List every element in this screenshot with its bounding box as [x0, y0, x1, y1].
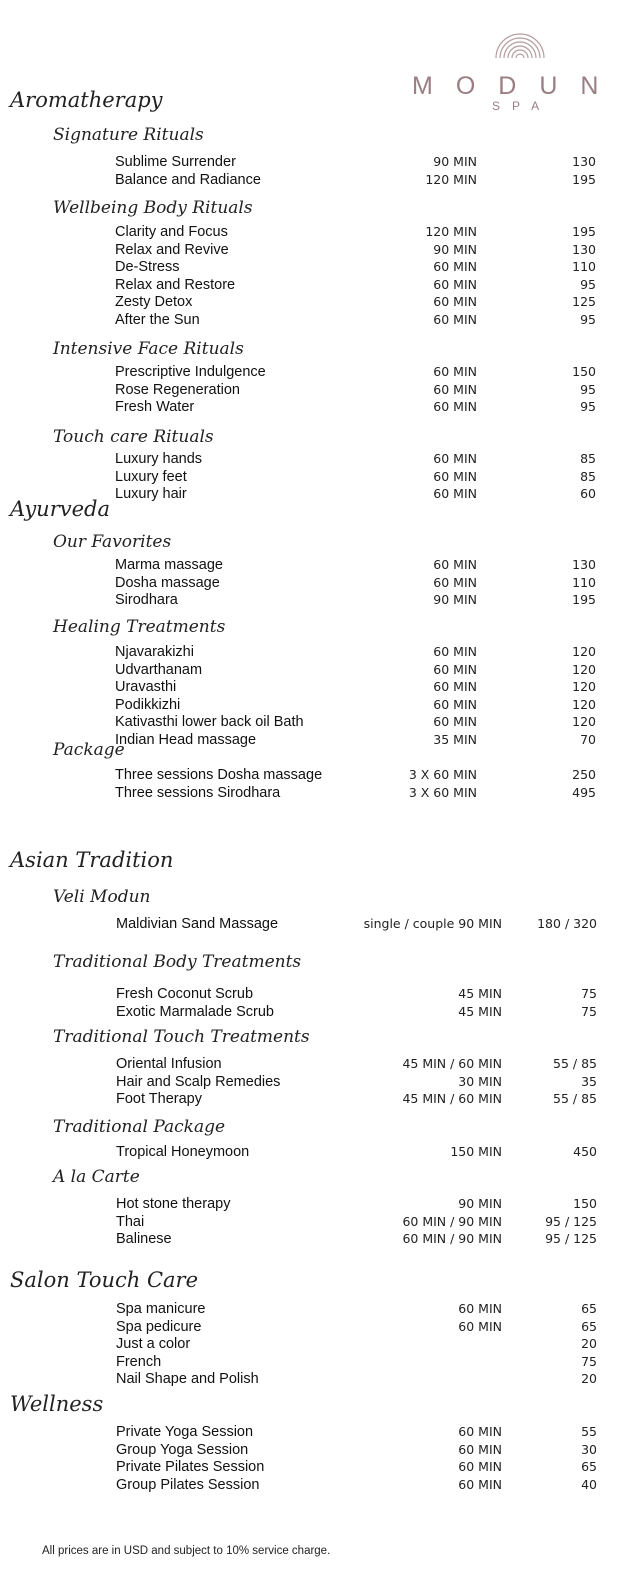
- treatment-duration: 60 MIN: [433, 381, 477, 397]
- treatment-name: Hair and Scalp Remedies: [116, 1073, 281, 1090]
- treatment-row: [0, 1424, 640, 1442]
- treatment-name: Podikkizhi: [115, 696, 181, 713]
- treatment-duration: 60 MIN: [433, 364, 477, 379]
- footer-note: All prices are in USD and subject to 10% service charge.: [42, 1545, 331, 1557]
- treatment-name: Maldivian Sand Massage: [116, 916, 279, 932]
- treatment-row: [0, 575, 640, 593]
- treatment-duration: 60 MIN / 90 MIN: [402, 1231, 502, 1246]
- treatment-price: 450: [573, 1144, 597, 1159]
- treatment-duration: 60 MIN: [433, 644, 477, 659]
- treatment-name: Udvarthanam: [115, 661, 203, 678]
- treatment-duration: 90 MIN: [458, 1196, 502, 1211]
- treatment-name: Uravasthi: [115, 679, 177, 695]
- treatment-name: Three sessions Dosha massage: [115, 767, 323, 783]
- treatment-name: Dosha massage: [115, 574, 220, 591]
- treatment-duration: 35 MIN: [433, 731, 477, 747]
- treatment-price: 75: [581, 1353, 597, 1369]
- treatment-price: 195: [572, 224, 596, 239]
- treatment-price: 195: [572, 592, 596, 607]
- treatment-price: 180 / 320: [537, 916, 597, 931]
- treatment-name: Clarity and Focus: [115, 224, 228, 240]
- treatment-row: [0, 916, 640, 934]
- treatment-duration: 60 MIN: [433, 714, 477, 729]
- treatment-duration: 90 MIN: [433, 241, 477, 257]
- treatment-name: Relax and Restore: [115, 276, 236, 293]
- treatment-row: [0, 1056, 640, 1074]
- treatment-name: Tropical Honeymoon: [116, 1144, 250, 1160]
- treatment-price: 110: [572, 259, 596, 274]
- treatment-price: 250: [572, 767, 596, 782]
- treatment-row: [0, 679, 640, 697]
- treatment-row: [0, 1231, 640, 1249]
- treatment-row: [0, 1319, 640, 1337]
- treatment-duration: 60 MIN: [458, 1476, 502, 1492]
- treatment-duration: 3 X 60 MIN: [408, 767, 477, 782]
- treatment-row: [0, 1214, 640, 1232]
- treatment-price: 95: [580, 399, 596, 414]
- section-title: Aromatherapy: [10, 88, 163, 112]
- treatment-name: Rose Regeneration: [115, 381, 240, 398]
- treatment-price: 95: [580, 276, 596, 292]
- treatment-row: [0, 382, 640, 400]
- modun-spa-logo: [412, 20, 627, 115]
- treatment-row: [0, 1301, 640, 1319]
- treatment-duration: 60 MIN: [433, 486, 477, 501]
- section-title: Wellness: [10, 1392, 104, 1416]
- treatment-row: [0, 294, 640, 312]
- treatment-duration: 60 MIN: [458, 1424, 502, 1439]
- logo-wordmark: MODUN: [412, 72, 622, 100]
- treatment-price: 120: [572, 714, 596, 729]
- treatment-row: [0, 592, 640, 610]
- treatment-name: Thai: [116, 1213, 145, 1230]
- treatment-name: Relax and Revive: [115, 241, 229, 258]
- treatment-duration: 90 MIN: [433, 592, 477, 607]
- section-title: Asian Tradition: [10, 848, 174, 872]
- treatment-name: Fresh Coconut Scrub: [116, 986, 254, 1002]
- treatment-name: Oriental Infusion: [116, 1056, 222, 1072]
- treatment-duration: 60 MIN: [458, 1318, 502, 1334]
- treatment-price: 85: [580, 468, 596, 484]
- treatment-price: 95: [580, 381, 596, 397]
- treatment-row: [0, 1354, 640, 1372]
- treatment-price: 120: [572, 644, 596, 659]
- treatment-duration: 60 MIN: [433, 294, 477, 309]
- treatment-row: [0, 451, 640, 469]
- treatment-name: De-Stress: [115, 259, 180, 275]
- treatment-duration: 120 MIN: [425, 224, 477, 239]
- treatment-name: Luxury hair: [115, 486, 187, 502]
- treatment-row: [0, 154, 640, 172]
- treatment-name: Spa manicure: [116, 1301, 206, 1317]
- treatment-duration: 60 MIN: [433, 696, 477, 712]
- treatment-duration: 150 MIN: [450, 1144, 502, 1159]
- treatment-duration: 60 MIN: [433, 574, 477, 590]
- treatment-name: Balinese: [116, 1231, 172, 1247]
- treatment-price: 65: [581, 1459, 597, 1474]
- treatment-name: Zesty Detox: [115, 294, 193, 310]
- treatment-price: 70: [580, 731, 596, 747]
- treatment-duration: 60 MIN: [433, 451, 477, 466]
- treatment-row: [0, 714, 640, 732]
- treatment-name: Group Pilates Session: [116, 1476, 260, 1493]
- treatment-duration: 60 MIN: [433, 557, 477, 572]
- treatment-row: [0, 259, 640, 277]
- treatment-price: 20: [581, 1336, 597, 1351]
- treatment-row: [0, 242, 640, 260]
- treatment-price: 35: [581, 1073, 597, 1089]
- treatment-name: Njavarakizhi: [115, 644, 194, 660]
- treatment-name: Spa pedicure: [116, 1318, 202, 1335]
- treatment-row: [0, 1477, 640, 1495]
- treatment-name: Sirodhara: [115, 592, 178, 608]
- treatment-duration: single / couple 90 MIN: [363, 916, 502, 931]
- treatment-row: [0, 1371, 640, 1389]
- treatment-duration: 120 MIN: [425, 171, 477, 187]
- group-title: Traditional Body Treatments: [53, 952, 302, 972]
- treatment-price: 55: [581, 1424, 597, 1439]
- treatment-row: [0, 399, 640, 417]
- treatment-name: French: [116, 1353, 162, 1370]
- treatment-name: After the Sun: [115, 311, 200, 328]
- treatment-price: 495: [572, 784, 596, 800]
- group-title: Our Favorites: [53, 532, 172, 552]
- treatment-duration: 30 MIN: [458, 1073, 502, 1089]
- group-title: Traditional Touch Treatments: [53, 1027, 310, 1047]
- treatment-duration: 60 MIN: [433, 276, 477, 292]
- treatment-duration: 45 MIN / 60 MIN: [402, 1091, 502, 1106]
- treatment-name: Private Yoga Session: [116, 1424, 254, 1440]
- treatment-name: Exotic Marmalade Scrub: [116, 1003, 274, 1020]
- treatment-name: Foot Therapy: [116, 1091, 202, 1107]
- treatment-name: Sublime Surrender: [115, 154, 236, 170]
- treatment-row: [0, 697, 640, 715]
- treatment-row: [0, 172, 640, 190]
- treatment-price: 120: [572, 661, 596, 677]
- treatment-duration: 60 MIN: [433, 679, 477, 694]
- treatment-duration: 90 MIN: [433, 154, 477, 169]
- treatment-name: Indian Head massage: [115, 731, 257, 748]
- treatment-duration: 60 MIN: [458, 1301, 502, 1316]
- treatment-row: [0, 1196, 640, 1214]
- treatment-name: Hot stone therapy: [116, 1196, 231, 1212]
- treatment-price: 130: [572, 154, 596, 169]
- treatment-name: Kativasthi lower back oil Bath: [115, 714, 304, 730]
- treatment-name: Just a color: [116, 1336, 191, 1352]
- treatment-name: Balance and Radiance: [115, 171, 261, 188]
- treatment-duration: 60 MIN: [433, 259, 477, 274]
- treatment-row: [0, 644, 640, 662]
- treatment-price: 65: [581, 1318, 597, 1334]
- treatment-duration: 60 MIN: [433, 311, 477, 327]
- treatment-row: [0, 277, 640, 295]
- treatment-name: Fresh Water: [115, 399, 195, 415]
- treatment-price: 40: [581, 1476, 597, 1492]
- treatment-duration: 45 MIN: [458, 1003, 502, 1019]
- treatment-price: 120: [572, 679, 596, 694]
- treatment-name: Marma massage: [115, 557, 223, 573]
- treatment-price: 60: [580, 486, 596, 501]
- treatment-duration: 3 X 60 MIN: [408, 784, 477, 800]
- treatment-price: 195: [572, 171, 596, 187]
- treatment-row: [0, 1091, 640, 1109]
- treatment-duration: 60 MIN: [433, 399, 477, 414]
- treatment-row: [0, 1336, 640, 1354]
- group-title: Intensive Face Rituals: [53, 339, 244, 359]
- treatment-row: [0, 1144, 640, 1162]
- group-title: Package: [53, 740, 125, 760]
- treatment-name: Luxury feet: [115, 468, 187, 485]
- treatment-price: 75: [581, 986, 597, 1001]
- treatment-duration: 45 MIN: [458, 986, 502, 1001]
- section-title: Salon Touch Care: [10, 1268, 199, 1292]
- treatment-duration: 45 MIN / 60 MIN: [402, 1056, 502, 1071]
- treatment-row: [0, 469, 640, 487]
- treatment-duration: 60 MIN: [433, 468, 477, 484]
- treatment-row: [0, 1074, 640, 1092]
- labyrinth-icon: [490, 20, 550, 60]
- treatment-price: 55 / 85: [553, 1091, 597, 1106]
- treatment-name: Group Yoga Session: [116, 1441, 249, 1458]
- group-title: A la Carte: [53, 1167, 140, 1187]
- treatment-price: 55 / 85: [553, 1056, 597, 1071]
- treatment-name: Prescriptive Indulgence: [115, 364, 266, 380]
- treatment-row: [0, 662, 640, 680]
- treatment-price: 95: [580, 311, 596, 327]
- treatment-row: [0, 1004, 640, 1022]
- treatment-row: [0, 312, 640, 330]
- treatment-price: 75: [581, 1003, 597, 1019]
- treatment-price: 120: [572, 696, 596, 712]
- treatment-price: 130: [572, 557, 596, 572]
- treatment-row: [0, 1459, 640, 1477]
- treatment-row: [0, 1442, 640, 1460]
- treatment-row: [0, 785, 640, 803]
- treatment-price: 125: [572, 294, 596, 309]
- group-title: Wellbeing Body Rituals: [53, 198, 253, 218]
- group-title: Traditional Package: [53, 1117, 226, 1137]
- group-title: Healing Treatments: [53, 617, 226, 637]
- group-title: Signature Rituals: [53, 125, 204, 145]
- treatment-row: [0, 767, 640, 785]
- treatment-name: Private Pilates Session: [116, 1459, 265, 1475]
- treatment-row: [0, 224, 640, 242]
- treatment-price: 30: [581, 1441, 597, 1457]
- logo-subtitle: SPA: [492, 99, 552, 113]
- treatment-row: [0, 986, 640, 1004]
- treatment-duration: 60 MIN / 90 MIN: [402, 1213, 502, 1229]
- treatment-row: [0, 364, 640, 382]
- group-title: Veli Modun: [53, 887, 151, 907]
- section-title: Ayurveda: [10, 497, 110, 521]
- treatment-price: 65: [581, 1301, 597, 1316]
- treatment-price: 95 / 125: [545, 1213, 597, 1229]
- treatment-name: Three sessions Sirodhara: [115, 784, 281, 801]
- treatment-duration: 60 MIN: [458, 1441, 502, 1457]
- treatment-duration: 60 MIN: [458, 1459, 502, 1474]
- treatment-price: 150: [572, 364, 596, 379]
- treatment-price: 130: [572, 241, 596, 257]
- group-title: Touch care Rituals: [53, 427, 214, 447]
- treatment-duration: 60 MIN: [433, 661, 477, 677]
- treatment-price: 150: [573, 1196, 597, 1211]
- treatment-price: 85: [580, 451, 596, 466]
- treatment-name: Nail Shape and Polish: [116, 1371, 259, 1387]
- treatment-row: [0, 557, 640, 575]
- treatment-name: Luxury hands: [115, 451, 203, 467]
- treatment-price: 95 / 125: [545, 1231, 597, 1246]
- treatment-price: 20: [581, 1371, 597, 1386]
- treatment-price: 110: [572, 574, 596, 590]
